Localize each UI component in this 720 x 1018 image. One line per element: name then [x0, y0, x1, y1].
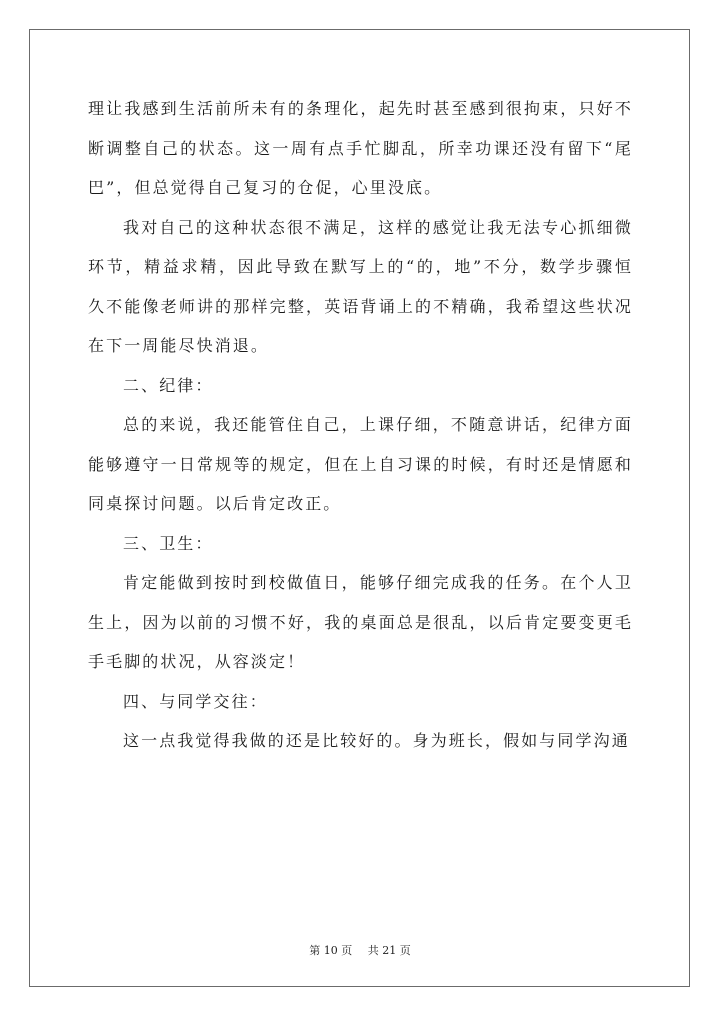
paragraph: 这一点我觉得我做的还是比较好的。身为班长，假如与同学沟通 — [123, 731, 630, 750]
paragraph: 理让我感到生活前所未有的条理化，起先时甚至感到很拘束，只好不断调整自己的状态。这一周有点手忙脚乱，所幸功课还没有留下“尾巴”，但总觉得自己复习的仓促，心里没底。 — [88, 99, 633, 197]
page-total: 共 21 页 — [367, 944, 411, 957]
paragraph: 我对自己的这种状态很不满足，这样的感觉让我无法专心抓细微环节，精益求精，因此导致在默写上的“的，地”不分，数学步骤恒久不能像老师讲的那样完整，英语背诵上的不精确，我希望这些状况在下一周能尽快消退。 — [88, 217, 633, 355]
paragraph: 肯定能做到按时到校做值日，能够仔细完成我的任务。在个人卫生上，因为以前的习惯不好，我的桌面总是很乱，以后肯定要变更毛手毛脚的状况，从容淡定！ — [88, 573, 633, 671]
document-body — [88, 89, 633, 761]
page-number: 第 10 页 — [309, 944, 353, 957]
paragraph: 总的来说，我还能管住自己，上课仔细，不随意讲话，纪律方面能够遵守一日常规等的规定，但在上自习课的时候，有时还是情愿和同桌探讨问题。以后肯定改正。 — [88, 415, 633, 513]
section-heading: 四、与同学交往： — [123, 691, 268, 711]
section-heading: 三、卫生： — [123, 533, 214, 553]
page-footer — [0, 942, 720, 958]
section-heading: 二、纪律： — [123, 375, 214, 395]
